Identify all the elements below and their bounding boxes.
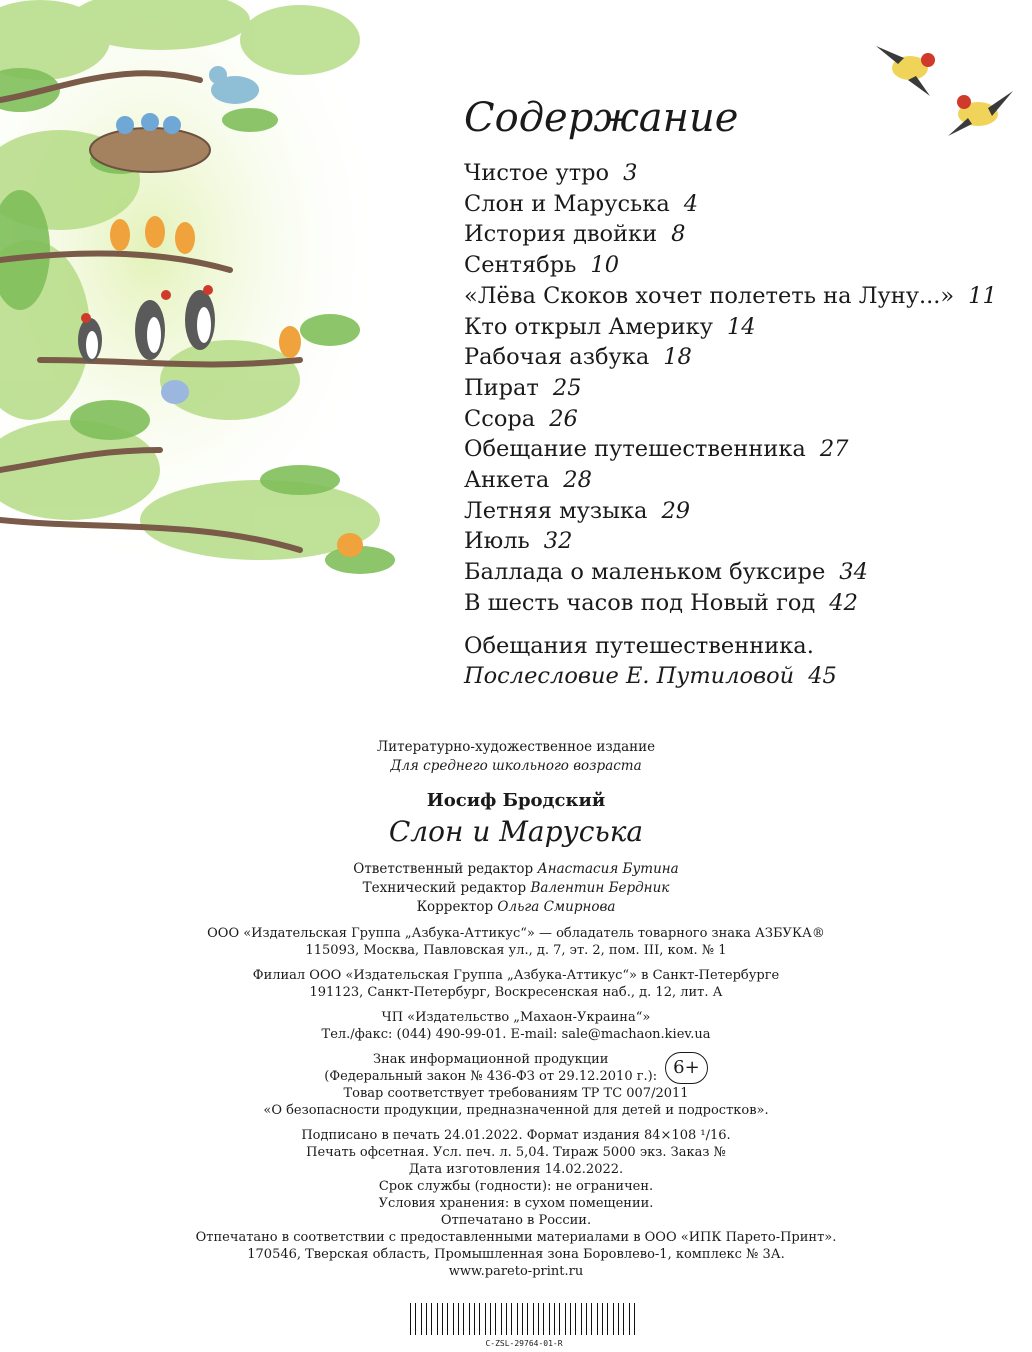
- barcode-bar: [538, 1303, 539, 1335]
- barcode-text: C-ZSL-29764-01-R: [485, 1339, 563, 1348]
- barcode-bar: [474, 1303, 475, 1335]
- toc-page-number: 26: [549, 405, 578, 432]
- toc-page-number: 34: [839, 559, 868, 586]
- publisher-line: ООО «Издательская Группа „Азбука-Аттикус“» — обладатель товарного знака АЗБУКА®: [207, 926, 825, 941]
- toc-page-number: 25: [552, 374, 582, 401]
- shelf-life: Срок службы (годности): не ограничен.: [378, 1179, 654, 1194]
- barcode-bar: [485, 1303, 486, 1335]
- barcode-bar: [410, 1303, 411, 1335]
- barcode-bar: [586, 1303, 587, 1335]
- barcode-bar: [559, 1303, 560, 1335]
- barcode-bar: [490, 1303, 491, 1335]
- barcode-bar: [453, 1303, 454, 1335]
- barcode-bar: [479, 1303, 480, 1335]
- barcode-bar: [442, 1303, 443, 1335]
- toc-entry[interactable]: История двойки 8: [464, 221, 686, 248]
- ukraine-publisher: ЧП «Издательство „Махаон-Украина“»: [381, 1010, 651, 1025]
- barcode-bar: [575, 1303, 576, 1335]
- toc-page-number: 45: [808, 662, 837, 689]
- toc-entry[interactable]: Анкета 28: [464, 467, 592, 494]
- printer-website: www.pareto-print.ru: [448, 1264, 584, 1279]
- barcode-bar: [415, 1303, 416, 1335]
- toc-entry[interactable]: Сентябрь 10: [464, 252, 620, 279]
- barcode-bar: [437, 1303, 438, 1335]
- printed-in: Отпечатано в России.: [440, 1213, 592, 1228]
- barcode-bar: [607, 1303, 608, 1335]
- toc-page-number: 29: [661, 497, 691, 524]
- toc-entry[interactable]: «Лёва Скоков хочет полететь на Луну...» 11: [464, 282, 997, 309]
- barcode-bar: [554, 1303, 555, 1335]
- afterword-author: Послесловие Е. Путиловой: [464, 662, 795, 689]
- toc-entry[interactable]: Ссора 26: [464, 405, 578, 432]
- audience-age: Для среднего школьного возраста: [390, 758, 642, 774]
- toc-entry[interactable]: Пират 25: [464, 374, 582, 401]
- barcode-bar: [570, 1303, 571, 1335]
- barcode-bar: [511, 1303, 512, 1335]
- barcode-bar: [463, 1303, 464, 1335]
- barcode-bar: [565, 1303, 566, 1335]
- barcode-bar: [629, 1303, 630, 1335]
- toc-page-number: 3: [623, 160, 638, 186]
- toc-page-number: 4: [683, 190, 699, 217]
- edition-genre: Литературно-художественное издание: [376, 739, 656, 755]
- toc-afterword-entry[interactable]: [464, 631, 1024, 691]
- toc-entry[interactable]: Баллада о маленьком буксире 34: [464, 559, 868, 586]
- barcode-bar: [517, 1303, 518, 1335]
- table-of-contents: [464, 92, 1024, 691]
- branch-address: 191123, Санкт-Петербург, Воскресенская наб., д. 12, лит. А: [309, 985, 723, 1000]
- barcode-bar: [591, 1303, 592, 1335]
- barcode-bars: [408, 1303, 640, 1335]
- age-rating-badge: 6+: [665, 1052, 708, 1084]
- toc-page-number: 10: [590, 252, 620, 279]
- ukraine-contacts: Тел./факс: (044) 490-99-01. E-mail: sale@machaon.kiev.ua: [321, 1027, 711, 1042]
- printer-line: Отпечатано в соответствии с предоставленными материалами в ООО «ИПК Парето-Принт».: [195, 1230, 837, 1245]
- toc-entry[interactable]: В шесть часов под Новый год 42: [464, 589, 858, 616]
- barcode-bar: [501, 1303, 502, 1335]
- toc-page-number: 42: [829, 589, 858, 616]
- toc-entry[interactable]: Слон и Маруська 4: [464, 190, 699, 217]
- toc-page-number: 32: [543, 528, 573, 555]
- afterword-title: Обещания путешественника.: [464, 632, 814, 659]
- barcode-bar: [634, 1303, 635, 1335]
- tree-with-birds-illustration: [0, 0, 520, 700]
- toc-entry[interactable]: Кто открыл Америку 14: [464, 313, 756, 340]
- toc-page-number: 8: [671, 221, 686, 248]
- info-product-sign: Знак информационной продукции (Федеральный закон № 436-ФЗ от 29.12.2010 г.): 6+: [324, 1051, 707, 1085]
- barcode-bar: [447, 1303, 448, 1335]
- corrector-line: Корректор Ольга Смирнова: [416, 899, 616, 915]
- barcode-bar: [581, 1303, 582, 1335]
- barcode-bar: [623, 1303, 624, 1335]
- barcode-bar: [431, 1303, 432, 1335]
- book-title: Слон и Маруська: [388, 815, 644, 848]
- print-signed: Подписано в печать 24.01.2022. Формат издания 84×108 ¹/16.: [301, 1128, 731, 1143]
- toc-page-number: 28: [563, 467, 592, 494]
- toc-entry[interactable]: Обещание путешественника 27: [464, 436, 849, 463]
- barcode: [408, 1303, 640, 1347]
- tr-compliance-title: «О безопасности продукции, предназначенной для детей и подростков».: [263, 1103, 769, 1118]
- toc-entry[interactable]: Рабочая азбука 18: [464, 344, 692, 371]
- storage-conditions: Условия хранения: в сухом помещении.: [378, 1196, 654, 1211]
- barcode-bar: [426, 1303, 427, 1335]
- barcode-bar: [506, 1303, 507, 1335]
- toc-page-number: 11: [968, 282, 997, 309]
- publisher-address: 115093, Москва, Павловская ул., д. 7, эт. 2, пом. III, ком. № 1: [305, 943, 727, 958]
- manufacture-date: Дата изготовления 14.02.2022.: [408, 1162, 624, 1177]
- toc-page-number: 27: [819, 436, 849, 463]
- editor-line: Ответственный редактор Анастасия Бутина: [353, 861, 679, 877]
- barcode-bar: [522, 1303, 523, 1335]
- toc-entry[interactable]: Летняя музыка 29: [464, 497, 691, 524]
- toc-heading: Содержание: [464, 95, 739, 141]
- tech-editor-line: Технический редактор Валентин Бердник: [362, 880, 670, 896]
- toc-entry[interactable]: Июль 32: [464, 528, 573, 555]
- barcode-bar: [421, 1303, 422, 1335]
- tr-compliance: Товар соответствует требованиям ТР ТС 007/2011: [343, 1086, 689, 1101]
- barcode-bar: [458, 1303, 459, 1335]
- barcode-bar: [527, 1303, 528, 1335]
- barcode-bar: [618, 1303, 619, 1335]
- toc-page-number: 14: [726, 313, 756, 340]
- print-details: Печать офсетная. Усл. печ. л. 5,04. Тираж 5000 экз. Заказ №: [306, 1145, 726, 1160]
- author-name: Иосиф Бродский: [426, 790, 606, 811]
- toc-list: [464, 158, 1024, 619]
- barcode-bar: [469, 1303, 470, 1335]
- barcode-bar: [495, 1303, 496, 1335]
- toc-entry[interactable]: Чистое утро 3: [464, 160, 638, 186]
- imprint: [0, 738, 1032, 1280]
- barcode-bar: [597, 1303, 598, 1335]
- printer-address: 170546, Тверская область, Промышленная зона Боровлево-1, комплекс № 3А.: [247, 1247, 785, 1262]
- barcode-bar: [549, 1303, 550, 1335]
- barcode-bar: [543, 1303, 544, 1335]
- toc-page-number: 18: [663, 344, 692, 371]
- barcode-bar: [613, 1303, 614, 1335]
- barcode-bar: [602, 1303, 603, 1335]
- barcode-bar: [533, 1303, 534, 1335]
- branch-line: Филиал ООО «Издательская Группа „Азбука-Аттикус“» в Санкт-Петербурге: [252, 968, 780, 983]
